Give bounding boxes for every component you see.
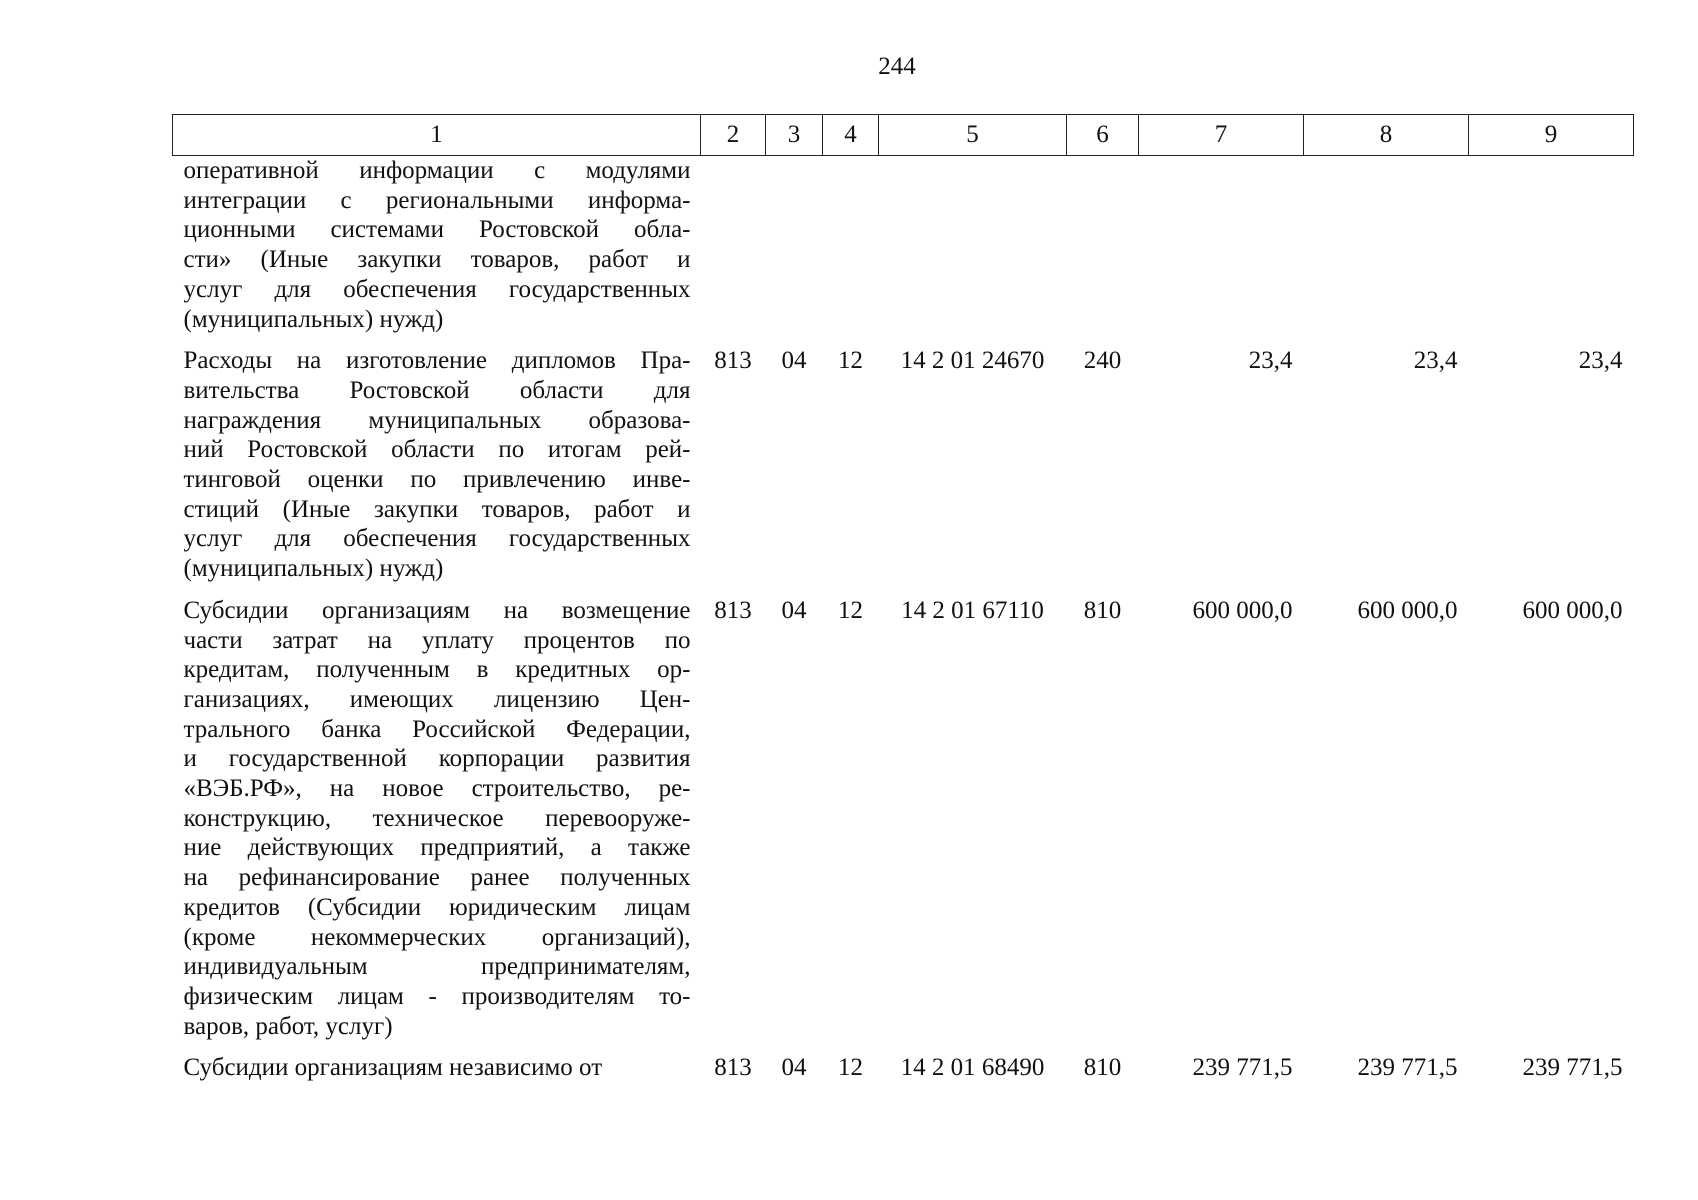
amount-cell (1304, 156, 1469, 335)
column-header: 2 (701, 115, 766, 156)
description-line: физическим лицам - производителям то- (183, 982, 691, 1010)
subsection-code-cell (823, 156, 879, 335)
amount-cell: 23,4 (1413, 347, 1458, 375)
description-line: (муниципальных) нужд) (183, 305, 444, 333)
column-header: 1 (173, 115, 701, 156)
amount-cell: 239 771,5 (1522, 1054, 1623, 1082)
amount-cell: 600 000,0 (1522, 596, 1623, 624)
table-row (173, 584, 1634, 1042)
description-line: Субсидии организациям на возмещение (183, 596, 691, 624)
target-article-cell: 14 2 01 67110 (901, 596, 1044, 624)
description-line: варов, работ, услуг) (183, 1012, 393, 1040)
description-line: награждения муниципальных образова- (183, 406, 691, 434)
section-code-cell (766, 156, 823, 335)
subsection-code-cell: 12 (838, 347, 863, 375)
expense-type-cell: 810 (1083, 596, 1122, 624)
description-line: Субсидии организациям независимо от (183, 1054, 603, 1082)
amount-cell (1139, 156, 1304, 335)
amount-cell: 23,4 (1248, 347, 1293, 375)
column-header: 3 (766, 115, 823, 156)
amount-cell: 600 000,0 (1192, 596, 1293, 624)
target-article-cell: 14 2 01 24670 (900, 347, 1045, 375)
column-header: 5 (879, 115, 1067, 156)
description-line: ганизациях, имеющих лицензию Цен- (183, 685, 691, 713)
subsection-code-cell: 12 (838, 1054, 863, 1082)
column-header: 7 (1139, 115, 1304, 156)
description-cell (173, 156, 701, 335)
description-line: услуг для обеспечения государственных (183, 275, 691, 303)
description-line: тинговой оценки по привлечению инве- (183, 466, 691, 494)
target-article-cell: 14 2 01 68490 (900, 1054, 1045, 1082)
ministry-code-cell: 813 (714, 596, 752, 624)
amount-cell: 239 771,5 (1192, 1054, 1293, 1082)
description-line: (кроме некоммерческих организаций), (183, 923, 691, 951)
table-body (173, 156, 1634, 1084)
description-line: услуг для обеспечения государственных (183, 525, 691, 553)
description-line: индивидуальным предпринимателям, (183, 953, 691, 981)
description-line: ний Ростовской области по итогам рей- (183, 436, 691, 464)
description-cell (173, 584, 701, 1042)
description-line: оперативной информации с модулями (183, 157, 691, 184)
table-row (173, 156, 1634, 335)
section-code-cell: 04 (781, 347, 807, 375)
amount-cell: 23,4 (1578, 347, 1623, 375)
budget-table (172, 114, 1634, 1083)
description-line: части затрат на уплату процентов по (183, 626, 691, 654)
table-row (173, 1041, 1634, 1083)
expense-type-cell (1067, 156, 1139, 335)
description-line: на рефинансирование ранее полученных (183, 864, 691, 892)
description-line: сти» (Иные закупки товаров, работ и (183, 246, 691, 274)
description-line: «ВЭБ.РФ», на новое строительство, ре- (183, 775, 691, 803)
description-cell (173, 334, 701, 584)
table-header-row (173, 115, 1634, 156)
description-line: Расходы на изготовление дипломов Пра- (183, 347, 691, 375)
section-code-cell: 04 (781, 596, 807, 624)
ministry-code-cell: 813 (714, 347, 752, 375)
description-line: кредитов (Субсидии юридическим лицам (183, 893, 691, 921)
description-line: кредитам, полученным в кредитных ор- (183, 656, 691, 684)
amount-cell: 239 771,5 (1357, 1054, 1458, 1082)
description-line: (муниципальных) нужд) (183, 555, 444, 583)
expense-type-cell: 810 (1083, 1054, 1122, 1082)
section-code-cell: 04 (781, 1054, 807, 1082)
subsection-code-cell: 12 (838, 596, 863, 624)
expense-type-cell: 240 (1083, 347, 1122, 375)
ministry-code-cell: 813 (714, 1054, 752, 1082)
description-line: стиций (Иные закупки товаров, работ и (183, 495, 691, 523)
column-header: 8 (1304, 115, 1469, 156)
description-line: вительства Ростовской области для (183, 376, 691, 404)
description-line: ционными системами Ростовской обла- (183, 216, 691, 244)
target-article-cell (879, 156, 1067, 335)
amount-cell (1469, 156, 1634, 335)
ministry-code-cell (701, 156, 766, 335)
description-cell (173, 1041, 701, 1083)
amount-cell: 600 000,0 (1357, 596, 1458, 624)
description-line: и государственной корпорации развития (183, 745, 691, 773)
page-number: 244 (878, 53, 916, 80)
description-line: конструкцию, техническое перевооруже- (183, 804, 691, 832)
table-row (173, 334, 1634, 584)
description-line: интеграции с региональными информа- (183, 186, 691, 214)
column-header: 9 (1469, 115, 1634, 156)
description-line: ние действующих предприятий, а также (183, 834, 691, 862)
column-header: 4 (823, 115, 879, 156)
description-line: трального банка Российской Федерации, (183, 715, 691, 743)
column-header: 6 (1067, 115, 1139, 156)
